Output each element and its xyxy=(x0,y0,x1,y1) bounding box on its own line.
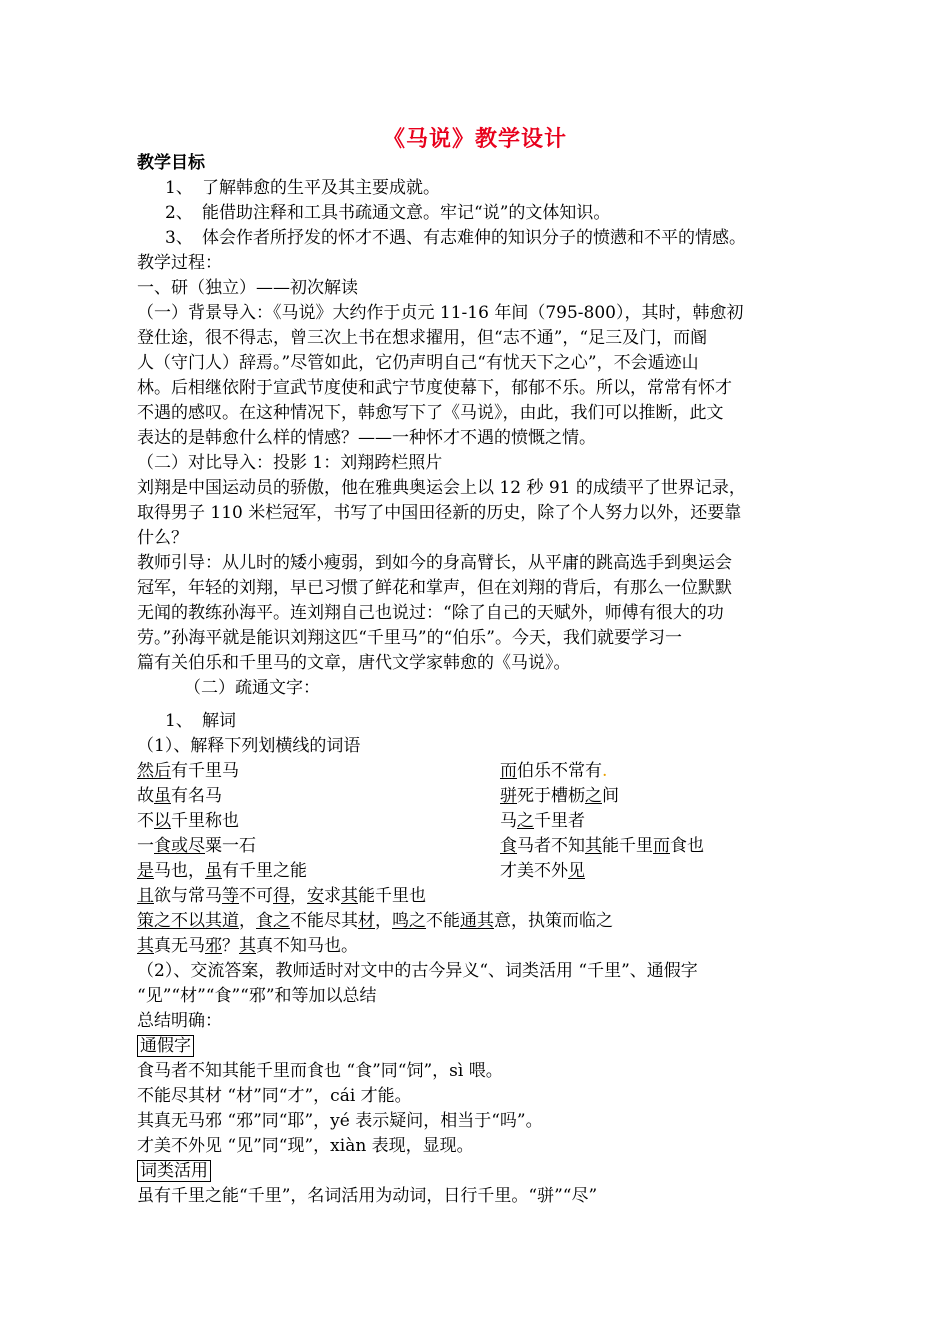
tongjiazi-box: 通假字 xyxy=(137,1035,194,1057)
category-label xyxy=(137,1159,211,1183)
underlined-word: 食 xyxy=(154,836,171,856)
paragraph-line: 什么？ xyxy=(137,528,188,548)
summary-line: 其真无马邪 “邪”同“耶”，yé 表示疑问，相当于“吗”。 xyxy=(137,1111,543,1131)
exercise-phrase: 马之千里者 xyxy=(500,811,585,831)
exercise-phrase: 策之不以其道，食之不能尽其材，鸣之不能通其意，执策而临之 xyxy=(137,911,613,931)
underlined-word: 尽 xyxy=(188,836,205,856)
underlined-word: 等 xyxy=(222,886,239,906)
summary-label: 总结明确： xyxy=(137,1011,222,1031)
underlined-word: 安 xyxy=(307,886,324,906)
exercise-phrase: 且欲与常马等不可得，安求其能千里也 xyxy=(137,886,426,906)
underlined-word: 邪 xyxy=(205,936,222,956)
goal-text: 能借助注释和工具书疏通文意。牢记“说”的文体知识。 xyxy=(202,203,611,223)
summary-line: 食马者不知其能千里而食也 “食”同“饲”，sì 喂。 xyxy=(137,1061,503,1081)
goal-text: 体会作者所抒发的怀才不遇、有志难伸的知识分子的愤懑和不平的情感。 xyxy=(202,228,746,248)
exercise-phrase: 才美不外见 xyxy=(500,861,585,881)
underlined-word: 食 xyxy=(500,836,517,856)
paragraph-line: 取得男子 110 米栏冠军，书写了中国田径新的历史，除了个人努力以外，还要靠 xyxy=(137,503,742,523)
paragraph-line: 刘翔是中国运动员的骄傲，他在雅典奥运会上以 12 秒 91 的成绩平了世界记录， xyxy=(137,478,746,498)
subsection-heading xyxy=(165,709,236,733)
item-number: 1、 xyxy=(165,711,193,731)
cilei-box: 词类活用 xyxy=(137,1160,211,1182)
paragraph-line: 不遇的感叹。在这种情况下，韩愈写下了《马说》，由此，我们可以推断，此文 xyxy=(137,403,724,423)
underlined-word: 其 xyxy=(341,886,358,906)
underlined-word: 之 xyxy=(585,786,602,806)
page-title: 《马说》教学设计 xyxy=(382,127,567,152)
underlined-word: 以 xyxy=(154,811,171,831)
underlined-word: 其 xyxy=(239,936,256,956)
underlined-word: 骈 xyxy=(500,786,517,806)
paragraph-line: 无闻的教练孙海平。连刘翔自己也说过：“除了自己的天赋外，师傅有很大的功 xyxy=(137,603,724,623)
subsection-heading: （二）对比导入：投影 1：刘翔跨栏照片 xyxy=(137,453,443,473)
underlined-word: 鸣之 xyxy=(392,911,426,931)
summary-line: 虽有千里之能“千里”，名词活用为动词，日行千里。“骈”“尽” xyxy=(137,1186,598,1206)
goal-text: 了解韩愈的生平及其主要成就。 xyxy=(202,178,440,198)
section-heading: 一、研（独立）——初次解读 xyxy=(137,278,358,298)
underlined-word: 是 xyxy=(137,861,154,881)
underlined-word: 不以其道 xyxy=(171,911,239,931)
goal-number: 3、 xyxy=(165,228,193,248)
underlined-word: 其 xyxy=(137,936,154,956)
goal-number: 2、 xyxy=(165,203,193,223)
goal-item xyxy=(165,226,746,250)
paragraph-line: 登仕途，很不得志，曾三次上书在想求擢用，但“志不通”，“足三及门，而阍 xyxy=(137,328,708,348)
paragraph-line: 篇有关伯乐和千里马的文章，唐代文学家韩愈的《马说》。 xyxy=(137,653,571,673)
exercise-phrase: 其真无马邪？其真不知马也。 xyxy=(137,936,358,956)
underlined-word: 且 xyxy=(137,886,154,906)
paragraph-line: 林。后相继依附于宣武节度使和武宁节度使幕下，郁郁不乐。所以，常常有怀才 xyxy=(137,378,732,398)
exercise-phrase: 不以千里称也 xyxy=(137,811,239,831)
marker-dot: . xyxy=(602,761,608,781)
exercise-phrase: 而伯乐不常有. xyxy=(500,761,608,781)
underlined-word: 或 xyxy=(171,836,188,856)
underlined-word: 其 xyxy=(585,836,602,856)
paragraph-line: 劳。”孙海平就是能识刘翔这匹“千里马”的“伯乐”。今天，我们就要学习一 xyxy=(137,628,682,648)
process-heading: 教学过程： xyxy=(137,253,222,273)
category-label xyxy=(137,1034,194,1058)
summary-line: 才美不外见 “见”同“现”，xiàn 表现，显现。 xyxy=(137,1136,474,1156)
summary-line: 不能尽其材 “材”同“才”，cái 才能。 xyxy=(137,1086,412,1106)
goal-number: 1、 xyxy=(165,178,193,198)
underlined-word: 然后 xyxy=(137,761,171,781)
underlined-word: 材 xyxy=(358,911,375,931)
underlined-word: 见 xyxy=(568,861,585,881)
paragraph-line: （2）、交流答案，教师适时对文中的古今异义“、词类活用 “千里”、通假字 xyxy=(137,961,698,981)
paragraph-line: 教师引导：从儿时的矮小瘦弱，到如今的身高臂长，从平庸的跳高选手到奥运会 xyxy=(137,553,732,573)
goal-item xyxy=(165,176,440,200)
underlined-word: 得 xyxy=(273,886,290,906)
exercise-phrase: 骈死于槽枥之间 xyxy=(500,786,619,806)
section-heading: （二）疏通文字： xyxy=(184,678,320,698)
exercise-phrase: 然后有千里马 xyxy=(137,761,239,781)
paragraph-line: 人（守门人）辞焉。”尽管如此，它仍声明自己“有忧天下之心”，不会遁迹山 xyxy=(137,353,699,373)
underlined-word: 而 xyxy=(653,836,670,856)
underlined-word: 通其 xyxy=(460,911,494,931)
underlined-word: 食之 xyxy=(256,911,290,931)
underlined-word: 虽 xyxy=(205,861,222,881)
paragraph-line: （一）背景导入：《马说》大约作于贞元 11-16 年间（795-800），其时，韩愈初 xyxy=(137,303,744,323)
paragraph-line: 冠军，年轻的刘翔，早已习惯了鲜花和掌声，但在刘翔的背后，有那么一位默默 xyxy=(137,578,732,598)
exercise-phrase: 一食或尽粟一石 xyxy=(137,836,256,856)
underlined-word: 而 xyxy=(500,761,517,781)
underlined-word: 策之 xyxy=(137,911,171,931)
underlined-word: 虽 xyxy=(154,786,171,806)
item-text: 解词 xyxy=(202,711,236,731)
exercise-instruction: （1）、解释下列划横线的词语 xyxy=(137,736,361,756)
goals-heading: 教学目标 xyxy=(137,153,205,173)
exercise-phrase: 故虽有名马 xyxy=(137,786,222,806)
paragraph-line: 表达的是韩愈什么样的情感？——一种怀才不遇的愤慨之情。 xyxy=(137,428,596,448)
underlined-word: 之 xyxy=(517,811,534,831)
paragraph-line: “见”“材”“食”“邪”和等加以总结 xyxy=(137,986,377,1006)
goal-item xyxy=(165,201,610,225)
exercise-phrase: 食马者不知其能千里而食也 xyxy=(500,836,704,856)
exercise-phrase: 是马也，虽有千里之能 xyxy=(137,861,307,881)
